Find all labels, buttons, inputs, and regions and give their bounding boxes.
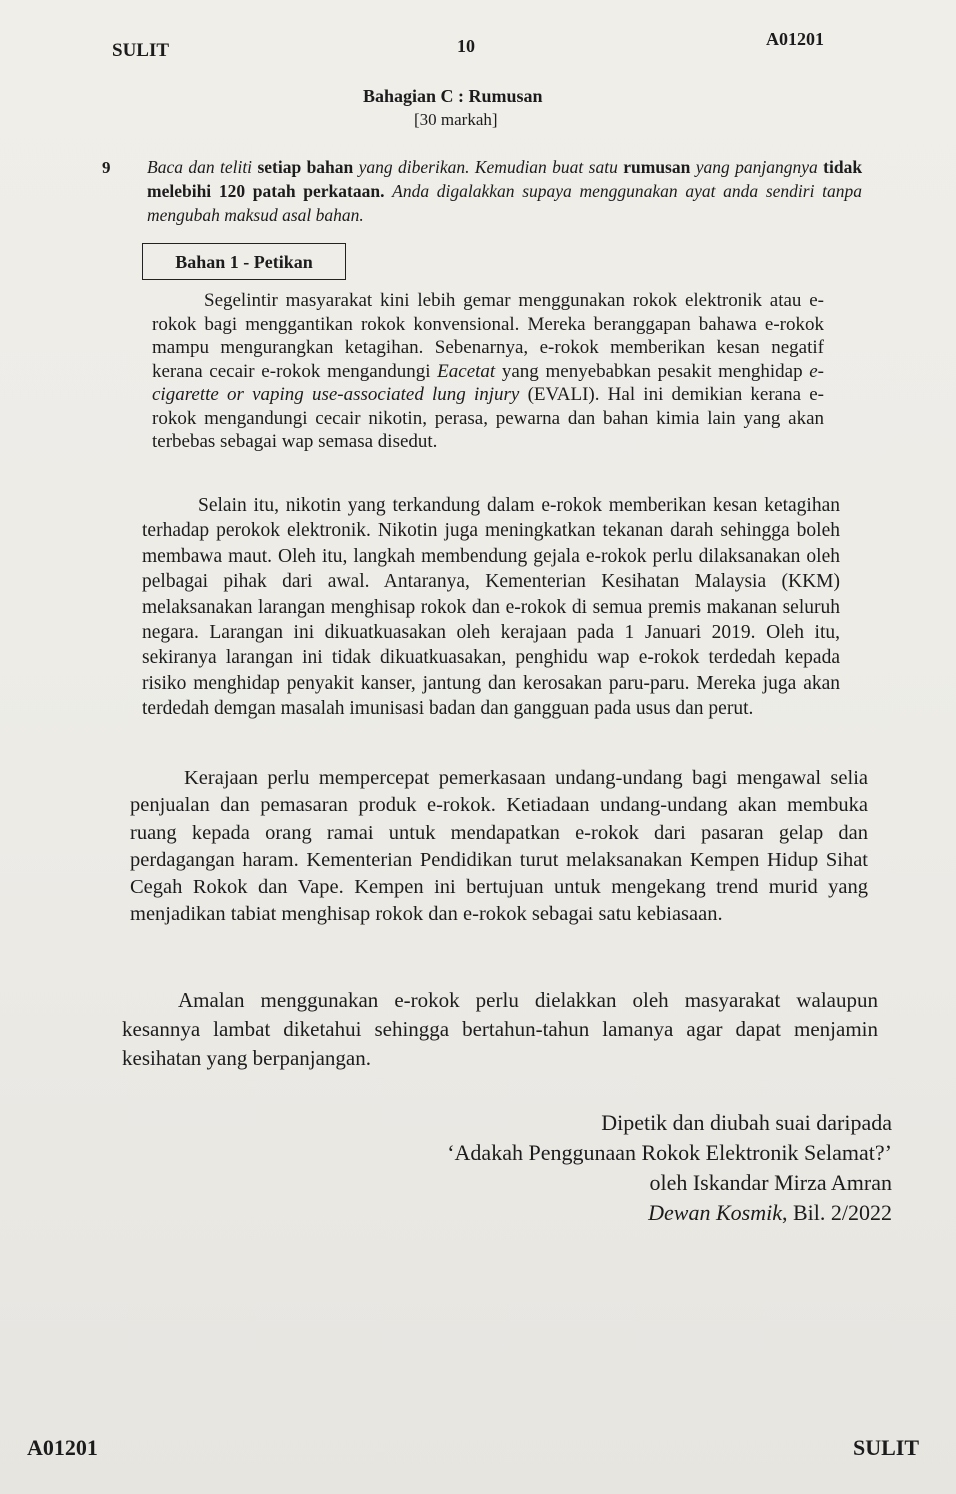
page-number: 10 (457, 36, 475, 56)
p1-term: Eacetat (437, 360, 496, 382)
citation-line-1: Dipetik dan diubah suai daripada (601, 1110, 892, 1135)
instr-part: Baca dan teliti (147, 157, 253, 177)
p1-text: (EVALI). Hal ini demikian kerana e-rokok mengandungi cecair nikotin, perasa, pewarna dan bahan kimia lain yang akan terbebas sebagai wap semasa disedut. (152, 384, 824, 452)
instr-bold: setiap bahan (257, 157, 354, 177)
source-label-box: Bahan 1 - Petikan (142, 243, 346, 280)
question-number: 9 (102, 158, 111, 177)
p1-term: e-cigarette or vaping use-associated lung injury (152, 360, 825, 405)
passage-paragraph-2 (142, 493, 840, 722)
instr-bold: tidak melebihi 120 patah perkataan. (147, 157, 863, 201)
p4-text: Amalan menggunakan e-rokok perlu dielakkan oleh masyarakat walaupun kesannya lambat diketahui sehingga bertahun-tahun lamanya agar dapat menjamin kesihatan yang berpanjangan. (122, 988, 878, 1070)
passage-paragraph-1 (152, 289, 824, 454)
citation-issue: , Bil. 2/2022 (781, 1200, 892, 1225)
header-code: A01201 (766, 29, 824, 49)
p3-text: Kerajaan perlu mempercepat pemerkasaan undang-undang bagi mengawal selia penjualan dan pemasaran produk e-rokok. Ketiadaan undang-undang akan membuka ruang kepada orang ramai untuk mendapatkan e-rokok dari pasaran gelap dan perdagangan haram. Kementerian Pendidikan turut melaksanakan Kempen Hidup Sihat Cegah Rokok dan Vape. Kempen ini bertujuan untuk mengekang trend murid yang menjadikan tabiat menghisap rokok dan e-rokok sebagai satu kebiasaan. (130, 767, 868, 926)
p1-text: yang menyebabkan pesakit menghidap (501, 360, 803, 382)
citation-line-3: oleh Iskandar Mirza Amran (649, 1170, 892, 1195)
p1-text: Segelintir masyarakat kini lebih gemar menggunakan rokok elektronik atau e-rokok bagi menggantikan rokok konvensional. Mereka beranggapan bahawa e-rokok mampu mengurangkan ketagihan. Sebenarnya, e-rokok memberikan kesan negatif kerana cecair e-rokok mengandungi (152, 290, 824, 382)
citation (447, 1108, 892, 1228)
instr-part: yang diberikan. Kemudian buat satu (358, 157, 618, 177)
section-marks: [30 markah] (414, 110, 498, 129)
question-instruction (147, 155, 862, 227)
instr-bold: rumusan (623, 157, 691, 177)
citation-line-4 (447, 1198, 892, 1228)
header-sulit: SULIT (112, 40, 170, 61)
section-title: Bahagian C : Rumusan (363, 86, 543, 106)
p2-text: Selain itu, nikotin yang terkandung dalam e-rokok memberikan kesan ketagihan terhadap perokok elektronik. Nikotin juga meningkatkan tekanan darah sehingga boleh membawa maut. Oleh itu, langkah membendung gejala e-rokok perlu dilaksanakan oleh pelbagai pihak dari awal. Antaranya, Kementerian Kesihatan Malaysia (KKM) melaksanakan larangan menghisap rokok dan e-rokok di semua premis makanan seluruh negara. Larangan ini dikuatkuasakan oleh kerajaan pada 1 Januari 2019. Oleh itu, sekiranya larangan ini tidak dikuatkuasakan, penghidu wap e-rokok terdedah kepada risiko menghidap penyakit kanser, jantung dan kerosakan paru-paru. Mereka juga akan terdedah demgan masalah imunisasi badan dan gangguan pada usus dan perut. (142, 495, 840, 720)
footer-code: A01201 (27, 1435, 98, 1460)
footer-sulit: SULIT (853, 1435, 920, 1460)
citation-line-2: ‘Adakah Penggunaan Rokok Elektronik Selamat?’ (447, 1140, 892, 1165)
passage-paragraph-3 (130, 765, 868, 929)
instr-part: yang panjangnya (695, 157, 818, 177)
instr-part: Anda digalakkan supaya menggunakan ayat anda sendiri tanpa mengubah maksud asal bahan. (147, 181, 862, 225)
passage-paragraph-4 (122, 986, 878, 1073)
citation-publication: Dewan Kosmik (648, 1200, 782, 1225)
